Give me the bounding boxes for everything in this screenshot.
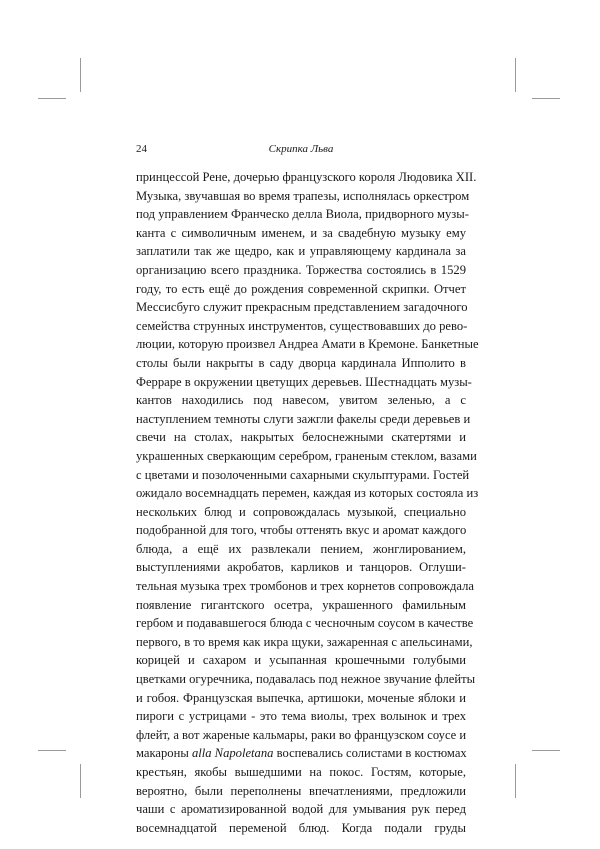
crop-mark-bottom-left	[80, 764, 81, 798]
text-line: чаши с ароматизированной водой для умывания рук перед	[136, 802, 466, 817]
text-line: году, то есть ещё до рождения современной скрипки. Отчет	[136, 281, 466, 296]
text-line: украшенных сверкающим серебром, граненым стеклом, вазами	[136, 448, 477, 463]
body-text	[136, 168, 479, 837]
crop-mark-top-left-horizontal	[38, 98, 66, 99]
text-line: появление гигантского осетра, украшенного фамильным	[136, 597, 466, 612]
crop-mark-top-right-horizontal	[532, 98, 560, 99]
crop-mark-bottom-right-horizontal	[532, 750, 560, 751]
crop-mark-top-left	[80, 58, 81, 92]
text-line: принцессой Рене, дочерью французского короля Людовика XII.	[136, 170, 477, 184]
text-line: тельная музыка трех тромбонов и трех корнетов сопровождала	[136, 579, 474, 594]
text-line: корицей и сахаром и усыпанная крошечными голубыми	[136, 653, 466, 668]
text-run: воспевались солистами в костюмах	[273, 746, 467, 761]
crop-mark-bottom-right	[515, 764, 516, 798]
text-line: и гобоя. Французская выпечка, артишоки, моченые яблоки и	[136, 690, 466, 705]
text-line: организацию всего праздника. Торжества состоялись в 1529	[136, 262, 466, 277]
text-line: блюда, а ещё их развлекали пением, жонглированием,	[136, 541, 466, 556]
text-line-with-italic	[136, 744, 466, 763]
text-line: цветками огуречника, подавалась под нежное звучание флейты	[136, 672, 476, 687]
text-line: семейства струнных инструментов, существовавших до рево-	[136, 318, 468, 333]
text-line: Музыка, звучавшая во время трапезы, исполнялась оркестром	[136, 188, 470, 203]
running-head	[136, 142, 466, 156]
text-line: ожидало восемнадцать перемен, каждая из которых состояла из	[136, 486, 479, 501]
page-number: 24	[136, 143, 147, 155]
text-line: с цветами и позолоченными сахарными скульптурами. Гостей	[136, 467, 470, 482]
italic-phrase: alla Napoletana	[191, 746, 274, 761]
text-line: пироги с устрицами - это тема виолы, трех волынок и трех	[136, 709, 466, 724]
text-line: выступлениями акробатов, карликов и танцоров. Оглуши-	[136, 560, 466, 575]
text-line: люции, которую произвел Андреа Амати в Кремоне. Банкетные	[136, 337, 479, 352]
text-line: под управлением Франческо делла Виола, придворного музы-	[136, 207, 469, 222]
text-line: заплатили так же щедро, как и управляющему кардинала за	[136, 244, 466, 259]
text-line: вероятно, были переполнены впечатлениями, предложили	[136, 783, 466, 798]
text-line: наступлением темноты слуги зажгли факелы среди деревьев и	[136, 411, 471, 426]
text-line: Ферраре в окружении цветущих деревьев. Шестнадцать музы-	[136, 374, 472, 389]
book-title: Скрипка Льва	[268, 143, 334, 155]
text-line: Мессисбуго служит прекрасным представлением загадочного	[136, 300, 468, 315]
text-line: свечи на столах, накрытых белоснежными скатертями и	[136, 430, 466, 445]
text-line: гербом и подававшегося блюда с чесночным соусом в качестве	[136, 616, 474, 631]
text-line: нескольких блюд и сопровождалась музыкой, специально	[136, 504, 466, 519]
text-line: восемнадцатой переменой блюд. Когда подали груды	[136, 820, 466, 835]
crop-mark-top-right	[515, 58, 516, 92]
text-run: макароны	[136, 746, 192, 761]
text-line: кантов находились под навесом, увитом зеленью, а с	[136, 393, 466, 408]
text-line: флейт, а вот жареные кальмары, раки во французском соусе и	[136, 727, 467, 742]
text-line: канта с символичным именем, и за свадебную музыку ему	[136, 225, 466, 240]
text-line: подобранной для того, чтобы оттенять вкус и аромат каждого	[136, 523, 467, 538]
text-line: столы были накрыты в саду дворца кардинала Ипполито в	[136, 355, 466, 370]
crop-mark-bottom-left-horizontal	[38, 750, 66, 751]
text-line: крестьян, якобы вышедшими на покос. Гостям, которые,	[136, 765, 466, 779]
text-line: первого, в то время как икра щуки, зажаренная с апельсинами,	[136, 634, 473, 649]
